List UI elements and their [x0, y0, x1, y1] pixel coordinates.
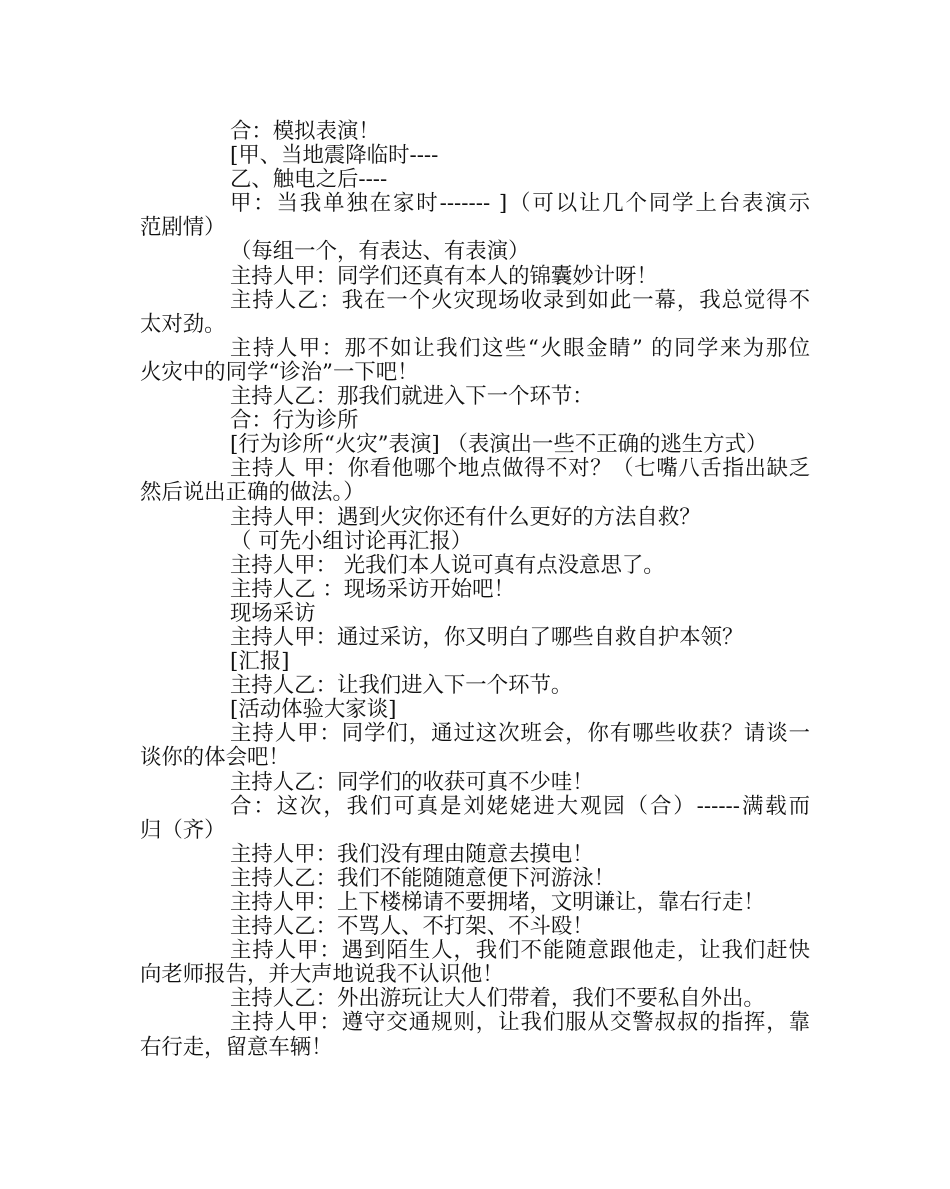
text-line: 合：模拟表演！ — [230, 119, 380, 144]
text-line: 主持人甲：遵守交通规则，让我们服从交警叔叔的指挥，靠 — [230, 1010, 810, 1036]
text-line: 主持人乙：我在一个火灾现场收录到如此一幕，我总觉得不 — [230, 287, 810, 313]
paragraph — [140, 530, 810, 554]
paragraph — [140, 771, 810, 795]
paragraph — [140, 650, 810, 674]
paragraph — [140, 867, 810, 891]
paragraph — [140, 289, 810, 337]
text-line: [行为诊所“火灾”表演] （表演出一些不正确的逃生方式） — [230, 432, 768, 458]
paragraph — [140, 409, 810, 433]
text-line: 右行走，留意车辆！ — [140, 1034, 333, 1060]
text-line: 主持人乙：让我们进入下一个环节。 — [230, 673, 573, 699]
paragraph — [140, 578, 810, 602]
text-line: 合：这次，我们可真是刘姥姥进大观园（合）------满载而 — [230, 793, 810, 819]
text-line: 主持人乙：不骂人、不打架、不斗殴！ — [230, 914, 594, 940]
text-line: 火灾中的同学“诊治”一下吧！ — [140, 359, 419, 385]
text-line: 甲：当我单独在家时------- ]（可以让几个同学上台表演示 — [230, 191, 810, 217]
paragraph — [140, 433, 810, 457]
text-line: [汇报] — [230, 649, 290, 675]
text-line: 主持人甲：同学们，通过这次班会，你有哪些收获？请谈一 — [230, 721, 810, 747]
paragraph — [140, 1011, 810, 1059]
paragraph — [140, 987, 810, 1011]
text-line: 主持人乙：那我们就进入下一个环节： — [230, 384, 594, 410]
text-line: 现场采访 — [230, 600, 316, 626]
text-line: 主持人乙 ：现场采访开始吧！ — [230, 576, 515, 602]
paragraph — [140, 120, 810, 144]
paragraph — [140, 506, 810, 530]
text-line: 主持人乙：同学们的收获可真不少哇！ — [230, 769, 594, 795]
text-line: 归（齐） — [140, 817, 226, 843]
paragraph — [140, 265, 810, 289]
paragraph — [140, 674, 810, 698]
paragraph — [140, 168, 810, 192]
paragraph — [140, 722, 810, 770]
paragraph — [140, 795, 810, 843]
text-line: （ 可先小组讨论再汇报） — [230, 528, 473, 554]
paragraph — [140, 337, 810, 385]
text-line: 主持人甲：上下楼梯请不要拥堵，文明谦让，靠右行走！ — [230, 890, 765, 915]
paragraph — [140, 843, 810, 867]
paragraph — [140, 240, 810, 264]
text-line: 范剧情） — [140, 215, 226, 241]
text-line: 主持人乙：外出游玩让大人们带着，我们不要私自外出。 — [230, 986, 765, 1012]
text-line: [甲、当地震降临时---- — [230, 143, 439, 169]
paragraph — [140, 891, 810, 915]
text-line: 太对劲。 — [140, 311, 226, 337]
paragraph — [140, 939, 810, 987]
text-line: 合：行为诊所 — [230, 408, 359, 434]
document-page — [140, 120, 810, 1060]
paragraph — [140, 554, 810, 578]
paragraph — [140, 626, 810, 650]
text-line: （每组一个，有表达、有表演） — [230, 239, 530, 265]
text-line: 主持人甲：同学们还真有本人的锦囊妙计呀！ — [230, 263, 658, 289]
text-line: 谈你的体会吧！ — [140, 745, 290, 771]
text-line: 主持人甲： 光我们本人说可真有点没意思了。 — [230, 552, 665, 578]
text-line: 主持人 甲：你看他哪个地点做得不对？（七嘴八舌指出缺乏 — [230, 456, 810, 482]
paragraph — [140, 144, 810, 168]
text-line: 主持人乙：我们不能随随意便下河游泳！ — [230, 865, 616, 891]
text-line: 主持人甲：遇到陌生人，我们不能随意跟他走，让我们赶快 — [230, 938, 810, 964]
paragraph — [140, 602, 810, 626]
paragraph — [140, 915, 810, 939]
text-line: 然后说出正确的做法。） — [140, 480, 365, 506]
text-line: [活动体验大家谈] — [230, 697, 397, 723]
paragraph — [140, 385, 810, 409]
paragraph — [140, 698, 810, 722]
text-line: 乙、触电之后---- — [230, 167, 388, 193]
text-line: 向老师报告，并大声地说我不认识他！ — [140, 962, 504, 988]
text-line: 主持人甲：那不如让我们这些“火眼金睛” 的同学来为那位 — [230, 335, 810, 361]
text-line: 主持人甲：我们没有理由随意去摸电！ — [230, 841, 594, 867]
paragraph — [140, 192, 810, 240]
paragraph — [140, 457, 810, 505]
text-line: 主持人甲：遇到火灾你还有什么更好的方法自救？ — [230, 504, 701, 530]
text-line: 主持人甲：通过采访，你又明白了哪些自救自护本领？ — [230, 624, 744, 650]
